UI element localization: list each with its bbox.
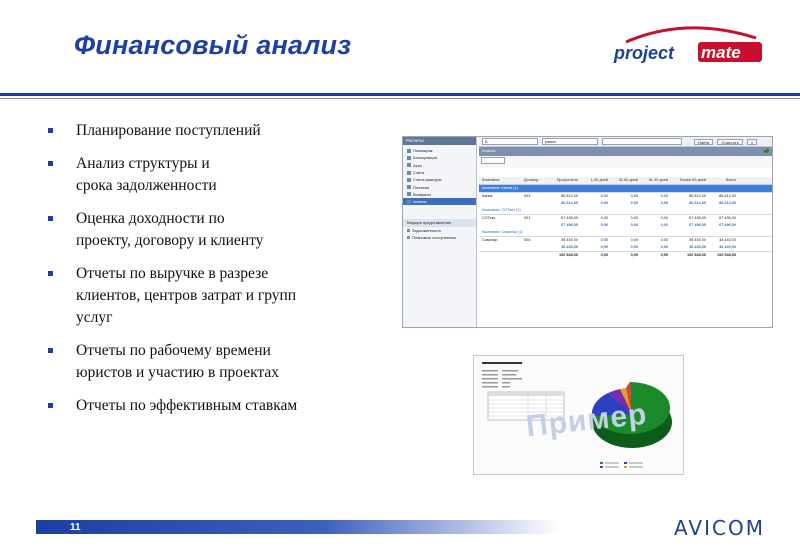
sidebar-item-label: Калькуляции [413, 155, 437, 161]
grid-cell: 67 496,00 [719, 216, 736, 221]
find-button[interactable]: Найти [694, 139, 713, 145]
header-rule-thin [0, 98, 800, 99]
grid-cell: 0,00 [660, 216, 668, 221]
bullet-list [48, 120, 378, 428]
grid-cell: 0,00 [600, 193, 608, 198]
sidebar-item-icon [407, 163, 411, 167]
grid-cell: 67 496,00 [561, 216, 578, 221]
grid-cell: Всего [726, 178, 736, 183]
example-watermark: Пример [524, 397, 649, 444]
sidebar-item-icon [407, 185, 411, 189]
grid-cell: 003 [524, 193, 531, 198]
grid-cell: 31-60 дней [618, 178, 638, 183]
grid-header [479, 177, 772, 185]
sidebar-item-label: Счета [413, 170, 425, 176]
group-header[interactable]: Компания: СОТекс (1) [482, 207, 521, 212]
grid-cell: 38 440,00 [689, 238, 706, 243]
bullet-item [48, 340, 378, 384]
group-header[interactable]: Компания: Каппа (1) [479, 185, 772, 192]
grid-cell: 0,00 [630, 245, 638, 250]
grid-cell: 0,00 [660, 223, 668, 228]
grid-cell: 86 612,00 [561, 200, 578, 205]
main-panel [479, 137, 772, 327]
sidebar-item-label: Платежи [413, 184, 430, 190]
grid-cell: 67 496,00 [561, 223, 578, 228]
grid-cell: 0,00 [600, 223, 608, 228]
grid-cell: 0,00 [630, 223, 638, 228]
bullet-item [48, 208, 378, 252]
view-option[interactable] [403, 227, 476, 234]
filter-value-input[interactable] [602, 138, 682, 145]
group-header[interactable]: Компания: Симитар (1) [482, 229, 523, 234]
grid-cell: 0,00 [600, 200, 608, 205]
page-number: 11 [70, 522, 81, 533]
grid-cell: 67 496,00 [689, 216, 706, 221]
sidebar-item-icon [407, 200, 411, 204]
app-screenshot [402, 136, 773, 328]
close-button[interactable]: × [747, 139, 757, 145]
grid-cell: 0,00 [600, 253, 608, 258]
grid-cell: 0,00 [660, 200, 668, 205]
bullet-line: Отчеты по рабочему времени [76, 342, 271, 359]
grid-cell: 0,00 [660, 253, 668, 258]
bullet-line: клиентов, центров затрат и групп [76, 287, 297, 304]
bullet-line: Отчеты по эффективным ставкам [76, 397, 298, 414]
sidebar-item[interactable] [403, 169, 476, 176]
grid-cell: 38 440,00 [561, 238, 578, 243]
grid-cell: Договор [524, 178, 539, 183]
filter-operator-select[interactable]: равно [542, 138, 598, 145]
sidebar-item-label: Акты [413, 162, 423, 168]
report-meta-lines [482, 370, 522, 388]
grid-cell: 0,00 [600, 216, 608, 221]
filter-toolbar [479, 137, 772, 147]
projectmate-logo [606, 22, 766, 70]
sidebar-item[interactable] [403, 154, 476, 161]
grid-cell: 192 548,00 [686, 253, 706, 258]
grid-cell: СОТекс [482, 216, 496, 221]
radio-icon [407, 236, 410, 239]
grid-cell: Каппа [482, 193, 493, 198]
logo-arc [626, 28, 756, 42]
group-subtotal-row [479, 244, 772, 252]
bullet-line: срока задолженности [76, 177, 217, 194]
avicom-logo: AVICOM [674, 516, 765, 540]
bullet-item [48, 263, 378, 329]
analysis-grid [479, 177, 772, 259]
grid-cell: 86 612,00 [719, 200, 736, 205]
chart-icon[interactable] [764, 148, 769, 153]
bullet-line: Планирование поступлений [76, 122, 261, 139]
view-option[interactable] [403, 234, 476, 241]
grid-cell: 0,00 [600, 245, 608, 250]
grid-cell: 86 612,00 [719, 193, 736, 198]
clear-button[interactable]: Очистить [717, 139, 742, 145]
radio-icon [407, 229, 410, 232]
panel-title-text: Анализ [482, 148, 496, 153]
sidebar-item[interactable] [403, 147, 476, 154]
grid-cell: 0,00 [660, 238, 668, 243]
grand-total-row [479, 251, 772, 259]
sidebar-item-label: Анализ [413, 199, 427, 205]
footer-bar [36, 520, 560, 534]
table-row[interactable] [479, 236, 772, 244]
chart-legend [600, 462, 643, 468]
sidebar-item-icon [407, 149, 411, 153]
bullet-item [48, 120, 378, 142]
grid-cell: 192 548,00 [558, 253, 578, 258]
grid-cell: 38 440,00 [561, 245, 578, 250]
grid-cell: 1-30 дней [590, 178, 608, 183]
grid-cell: 38 440,00 [719, 238, 736, 243]
sidebar-item-icon [407, 156, 411, 160]
grid-cell: 61-90 дней [648, 178, 668, 183]
grid-cell: 38 440,00 [689, 245, 706, 250]
sidebar-item-label: Возвраты [413, 191, 431, 197]
sidebar-item[interactable] [403, 198, 476, 205]
example-report-image [473, 355, 684, 475]
sidebar-item[interactable] [403, 183, 476, 190]
slide-title: Финансовый анализ [74, 30, 352, 60]
sidebar [403, 137, 477, 327]
grid-cell: Просрочено [556, 178, 578, 183]
grid-cell: 0,00 [630, 216, 638, 221]
grid-cell: 0,00 [630, 193, 638, 198]
grid-cell: 0,00 [660, 245, 668, 250]
sidebar-item[interactable] [403, 176, 476, 183]
sidebar-item-label: Помощник [413, 148, 433, 154]
bullet-line: юристов и участию в проектах [76, 364, 279, 381]
bullet-line: проекту, договору и клиенту [76, 232, 264, 249]
bullet-line: Анализ структуры и [76, 155, 210, 172]
grid-cell: Более 90 дней [680, 178, 706, 183]
sidebar-item-icon [407, 178, 411, 182]
sidebar-subheader: Текущее представление [403, 219, 476, 227]
sidebar-item-label: Счета-фактуры [413, 177, 442, 183]
view-option-label: Плановые поступления [412, 235, 456, 241]
table-row[interactable] [479, 214, 772, 222]
grid-cell: Компания [482, 178, 500, 183]
bullet-line: услуг [76, 309, 113, 326]
grid-cell: 192 548,00 [716, 253, 736, 258]
bullet-line: Отчеты по выручке в разрезе [76, 265, 269, 282]
group-by-select[interactable]: Компания [481, 157, 505, 164]
grid-cell: 67 496,00 [689, 223, 706, 228]
grid-cell: 0,00 [630, 238, 638, 243]
bullet-item [48, 153, 378, 197]
grid-cell: 0,00 [630, 200, 638, 205]
panel-title [479, 147, 772, 163]
report-title-line [482, 362, 522, 364]
grid-cell: 0,00 [630, 253, 638, 258]
sidebar-header: Расчеты [403, 137, 476, 145]
logo-text-right: mate [701, 43, 741, 62]
logo-text-left: project [614, 43, 675, 63]
sidebar-item-icon [407, 192, 411, 196]
header-rule [0, 93, 800, 96]
grid-cell: 38 440,00 [719, 245, 736, 250]
grid-cell: 86 612,00 [689, 193, 706, 198]
grid-cell: 67 496,00 [719, 223, 736, 228]
grid-cell: 86 612,00 [561, 193, 578, 198]
bullet-line: Оценка доходности по [76, 210, 225, 227]
grid-cell: 0,00 [660, 193, 668, 198]
filter-field-select[interactable]: Б [482, 138, 538, 145]
grid-cell: 86 612,00 [689, 200, 706, 205]
table-row[interactable] [479, 192, 772, 200]
group-subtotal-row [479, 221, 772, 229]
grid-cell: Симитар [482, 238, 498, 243]
grid-cell: 0,00 [600, 238, 608, 243]
sidebar-item[interactable] [403, 162, 476, 169]
view-option-label: Задолженность [412, 228, 441, 234]
sidebar-item-icon [407, 171, 411, 175]
grid-cell: 001 [524, 216, 531, 221]
bullet-item [48, 395, 378, 417]
group-subtotal-row [479, 199, 772, 207]
group-area [479, 156, 772, 168]
grid-cell: 004 [524, 238, 531, 243]
sidebar-item[interactable] [403, 191, 476, 198]
